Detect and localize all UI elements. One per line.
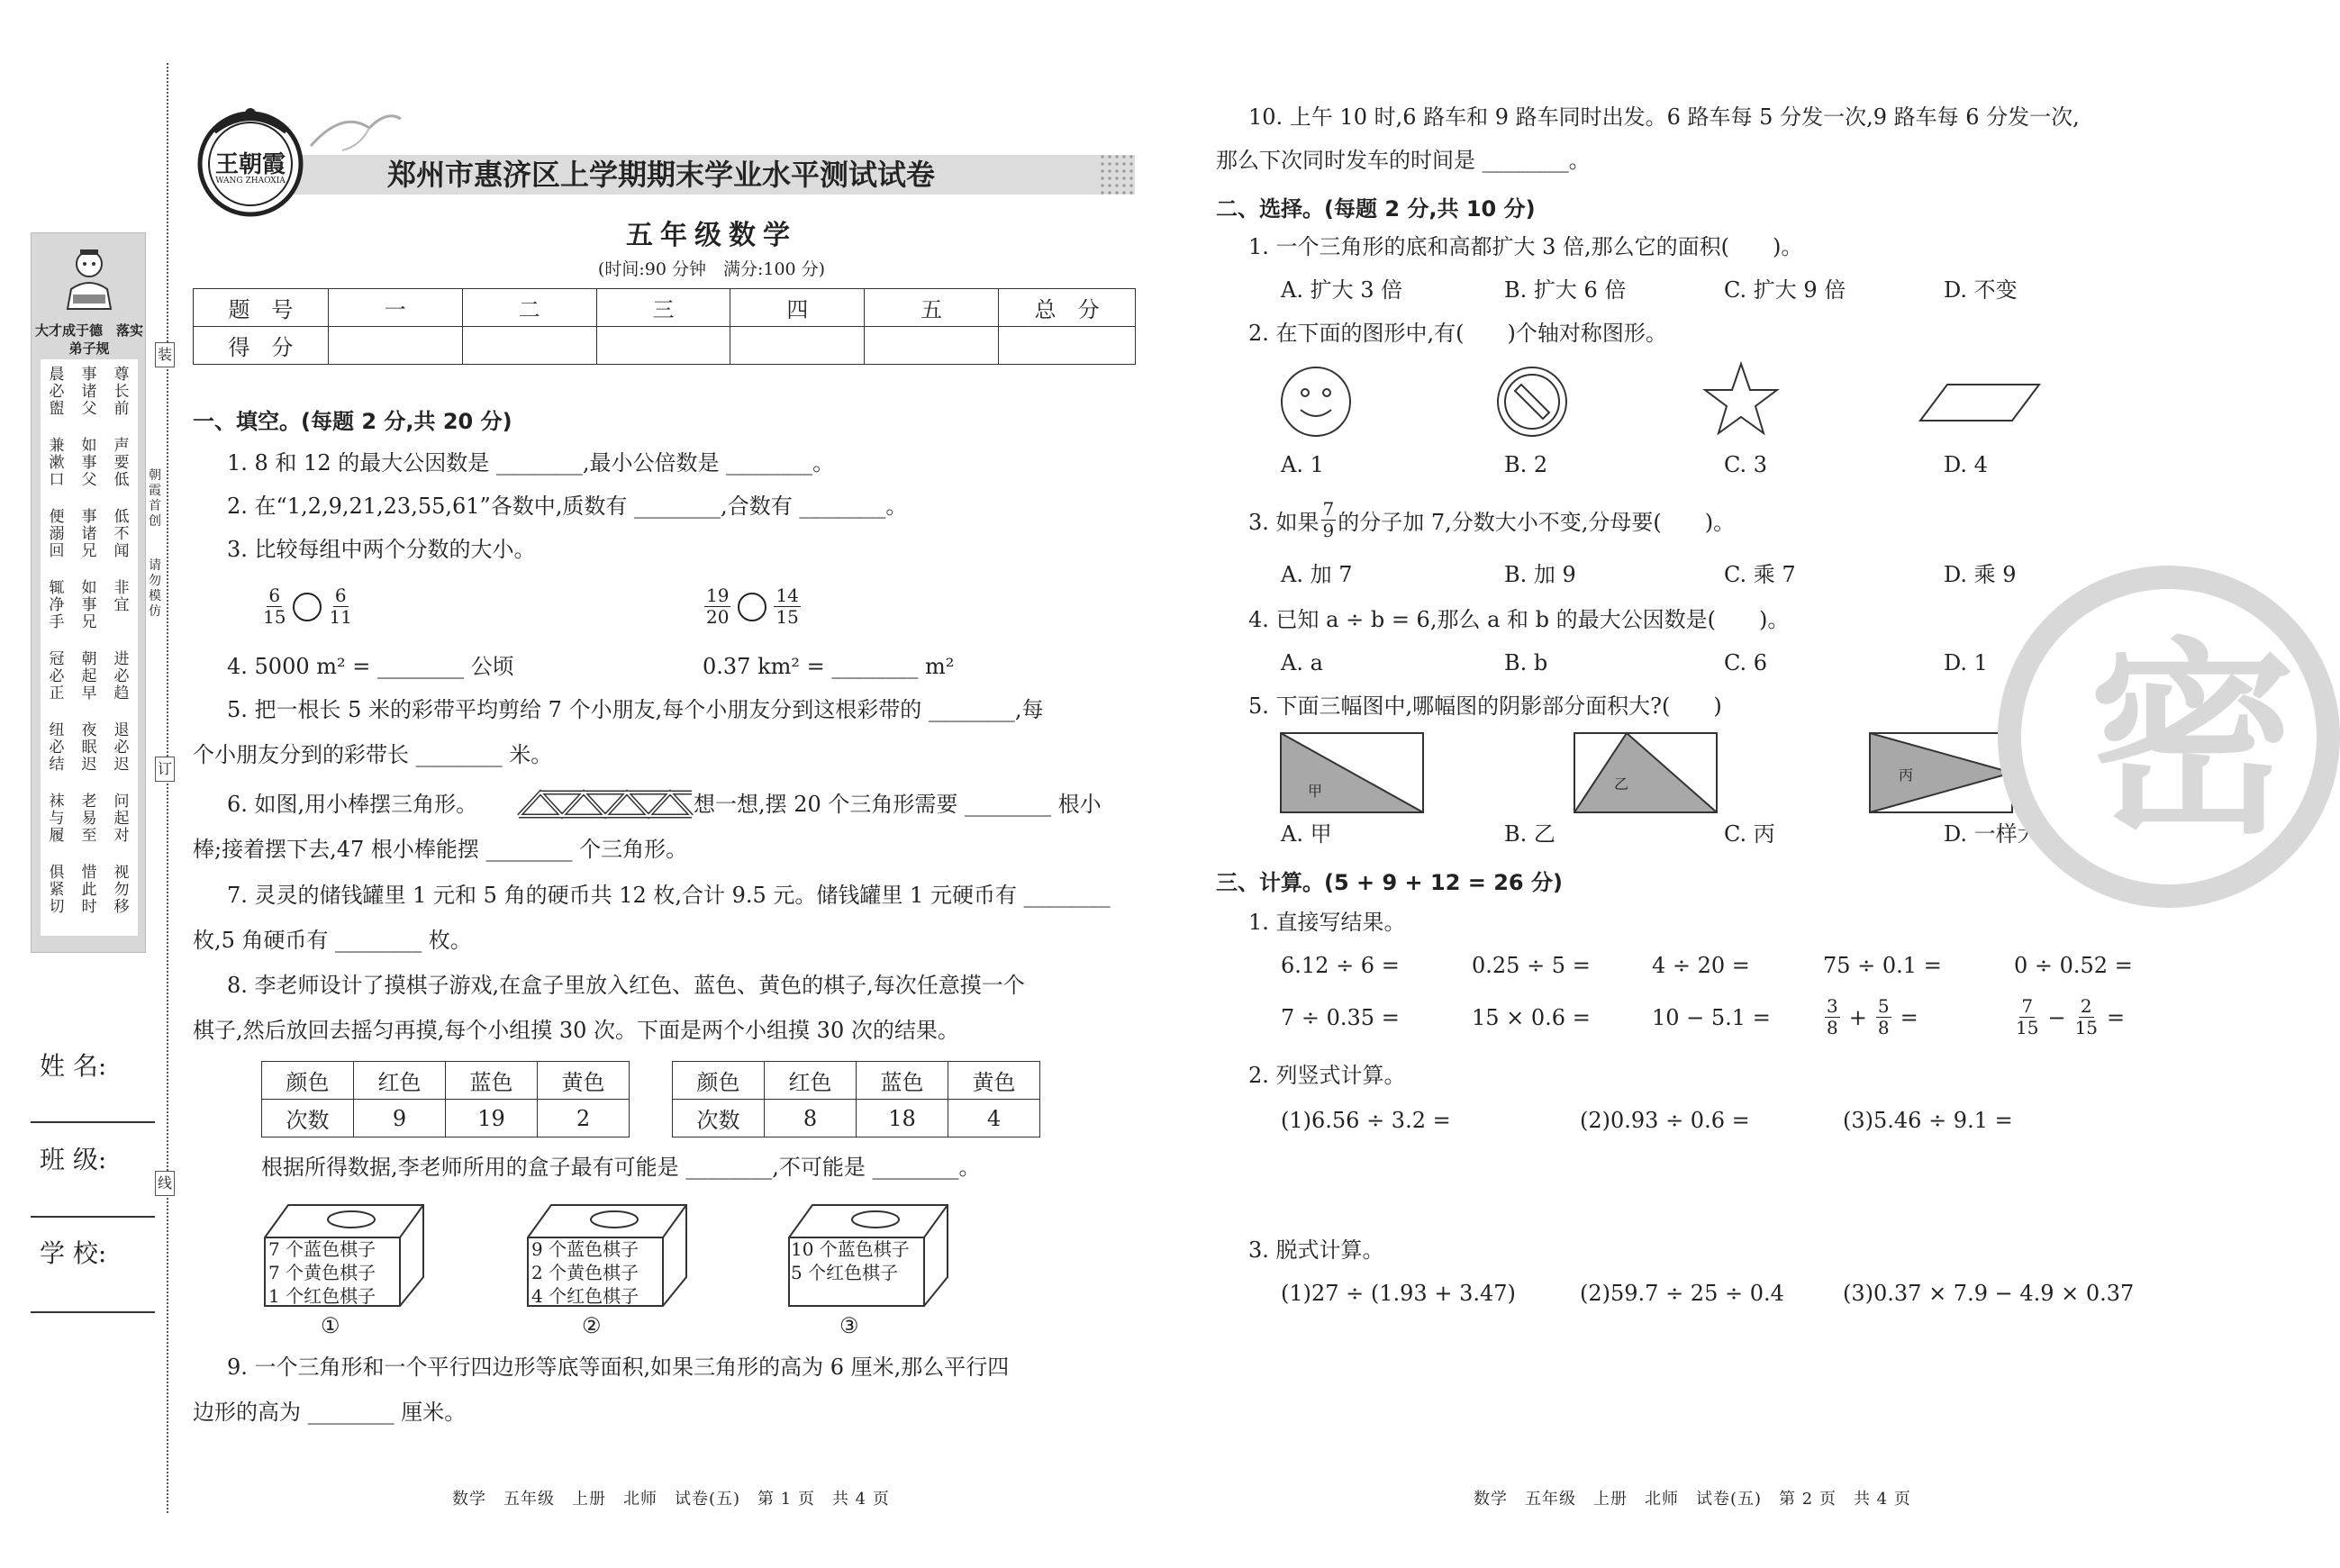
s1-q8a: 8. 李老师设计了摸棋子游戏,在盒子里放入红色、蓝色、黄色的棋子,每次任意摸一个 [227, 973, 1025, 998]
s2-q3-opt-c[interactable]: C. 乘 7 [1724, 562, 1796, 587]
motto-phrase: 低不闻 [113, 508, 130, 560]
calc-item: 7 ÷ 0.35 = [1281, 1005, 1400, 1030]
score-cell[interactable] [730, 327, 865, 365]
score-col-label: 题 号 [194, 289, 329, 327]
calc-fraction-sum [1823, 996, 1918, 1038]
box-line: 10 个蓝色棋子 [791, 1238, 910, 1260]
s1-q8b: 棋子,然后放回去摇匀再摸,每个小组摸 30 次。下面是两个小组摸 30 次的结果。 [193, 1018, 959, 1043]
s3-part3: 3. 脱式计算。 [1248, 1237, 1384, 1263]
motto-phrase: 问起对 [113, 793, 130, 845]
score-cell[interactable] [999, 327, 1136, 365]
fraction: $\frac{14}{15}$ [775, 585, 799, 628]
score-col-1: 一 [328, 289, 462, 327]
ribbon-decoration [306, 101, 405, 155]
chess-box-2 [524, 1201, 690, 1310]
s1-q6a-pre: 6. 如图,用小棒摆三角形。 [227, 792, 478, 817]
time-info: (时间:90 分钟 满分:100 分) [597, 259, 826, 279]
motto-phrase: 如事父 [81, 437, 97, 489]
section-1-heading: 一、填空。(每题 2 分,共 20 分) [193, 409, 512, 434]
s2-q2-opt-b[interactable]: B. 2 [1504, 452, 1548, 477]
s2-q4-opt-d[interactable]: D. 1 [1944, 650, 1988, 675]
motto-phrase: 如事兄 [81, 579, 97, 631]
no-entry-sign-shape [1495, 365, 1569, 439]
motto-phrase: 视勿移 [113, 864, 130, 916]
seal-mark-bot: 线 [155, 1171, 175, 1196]
motto-phrase: 便溺回 [49, 508, 65, 560]
s2-q1-opt-a[interactable]: A. 扩大 3 倍 [1281, 277, 1403, 303]
seal-mark-mid: 订 [155, 757, 175, 782]
table-cell: 9 [354, 1100, 446, 1137]
title-banner-dots [1099, 153, 1135, 195]
table-row [673, 1100, 1040, 1137]
motto-phrase: 朝起早 [81, 650, 97, 702]
fraction: $\frac{7}{9}$ [1322, 498, 1335, 541]
score-col-4: 四 [730, 289, 865, 327]
operator: + [1848, 1004, 1867, 1030]
s2-q3-opt-a[interactable]: A. 加 7 [1281, 562, 1353, 587]
calc-fraction-diff [2014, 996, 2125, 1038]
calc-item: 75 ÷ 0.1 = [1823, 953, 1942, 978]
table-cell: 18 [857, 1100, 948, 1137]
table-row [262, 1100, 630, 1137]
s2-q4-opt-b[interactable]: B. b [1504, 650, 1548, 675]
s2-q5-opt-d[interactable]: D. 一样大 [1944, 821, 2039, 847]
box-line: 9 个蓝色棋子 [531, 1238, 639, 1260]
table-cell: 蓝色 [446, 1062, 538, 1100]
s1-q2: 2. 在“1,2,9,21,23,55,61”各数中,质数有 ________,合数有 ________。 [227, 494, 908, 519]
s1-q10a: 10. 上午 10 时,6 路车和 9 路车同时出发。6 路车每 5 分发一次,9 路车每 6 分发一次, [1248, 104, 2080, 130]
s1-q7a: 7. 灵灵的储钱罐里 1 元和 5 角的硬币共 12 枚,合计 9.5 元。储钱罐里 1 元硬币有 ________ [227, 883, 1111, 908]
s2-q4: 4. 已知 a ÷ b = 6,那么 a 和 b 的最大公因数是( )。 [1248, 607, 1790, 632]
score-row-label: 得 分 [194, 327, 329, 365]
table-cell: 颜色 [262, 1062, 354, 1100]
box-content [531, 1237, 639, 1308]
shaded-figure-jia [1279, 731, 1425, 814]
s1-q8c: 根据所得数据,李老师所用的盒子最有可能是 ________,不可能是 ________。 [261, 1155, 981, 1180]
figure-bing-label: 丙 [1899, 766, 1914, 784]
motto-phrase: 袜与履 [49, 793, 65, 845]
copyright-warning-1: 朝霞首创 [149, 468, 161, 529]
s2-q5-opt-c[interactable]: C. 丙 [1724, 821, 1775, 847]
fraction: $\frac{7}{15}$ [2016, 995, 2039, 1038]
school-field[interactable] [31, 1311, 155, 1313]
group1-results-table [261, 1061, 630, 1137]
s2-q3 [1248, 499, 1735, 541]
table-cell: 次数 [262, 1100, 354, 1137]
s2-q1: 1. 一个三角形的底和高都扩大 3 倍,那么它的面积( )。 [1248, 234, 1803, 259]
scholar-illustration [53, 244, 125, 316]
stepwise-calc-item: (1)27 ÷ (1.93 + 3.47) [1281, 1281, 1516, 1306]
s1-q5b: 个小朋友分到的彩带长 ________ 米。 [193, 742, 553, 767]
stepwise-calc-item: (2)59.7 ÷ 25 ÷ 0.4 [1580, 1281, 1784, 1306]
s2-q4-opt-c[interactable]: C. 6 [1724, 650, 1768, 675]
shaded-figure-bing [1868, 731, 2014, 814]
calc-item: 10 − 5.1 = [1652, 1005, 1771, 1030]
name-field[interactable] [31, 1121, 155, 1123]
fraction: $\frac{2}{15}$ [2074, 995, 2099, 1038]
figure-jia-label: 甲 [1308, 783, 1323, 800]
stepwise-calc-item: (3)0.37 × 7.9 − 4.9 × 0.37 [1843, 1281, 2135, 1306]
motto-phrase: 俱紧切 [49, 864, 65, 916]
motto-phrase: 冠必正 [49, 650, 65, 702]
score-cell[interactable] [596, 327, 730, 365]
score-table-header-row [194, 289, 1136, 327]
fraction: $\frac{3}{8}$ [1827, 995, 1838, 1038]
table-cell: 颜色 [673, 1062, 765, 1100]
s2-q4-opt-a[interactable]: A. a [1281, 650, 1323, 675]
s1-q10b: 那么下次同时发车的时间是 ________。 [1216, 148, 1591, 173]
operator: − [2047, 1004, 2066, 1030]
motto-columns [41, 359, 138, 936]
motto-panel [31, 232, 146, 953]
table-cell: 4 [948, 1100, 1040, 1137]
operator: = [1900, 1004, 1918, 1030]
motto-phrase: 老易至 [81, 793, 97, 845]
box-line: 1 个红色棋子 [268, 1285, 376, 1307]
footer-page-2: 数学 五年级 上册 北师 试卷(五) 第 2 页 共 4 页 [1474, 1490, 1911, 1509]
smiley-face-shape [1279, 365, 1353, 439]
score-col-2: 二 [462, 289, 596, 327]
q3-text-post: 的分子加 7,分数大小不变,分母要( )。 [1338, 510, 1736, 535]
s3-part1: 1. 直接写结果。 [1248, 910, 1406, 935]
class-label: 班 级: [40, 1145, 107, 1174]
fraction: $\frac{6}{15}$ [263, 585, 286, 628]
brand-logo-text: 王朝霞 [214, 151, 286, 178]
section-3-heading: 三、计算。(5 + 9 + 12 = 26 分) [1216, 870, 1563, 895]
s1-q9a: 9. 一个三角形和一个平行四边形等底等面积,如果三角形的高为 6 厘米,那么平行四 [227, 1355, 1010, 1380]
calc-item: 0 ÷ 0.52 = [2014, 953, 2133, 978]
s2-q5: 5. 下面三幅图中,哪幅图的阴影部分面积大?( ) [1248, 693, 1722, 719]
calc-item: 0.25 ÷ 5 = [1472, 953, 1591, 978]
s1-q5a: 5. 把一根长 5 米的彩带平均剪给 7 个小朋友,每个小朋友分到这根彩带的 ________,每 [227, 697, 1044, 722]
motto-phrase: 夜眠迟 [81, 721, 97, 774]
s3-part2: 2. 列竖式计算。 [1248, 1063, 1406, 1088]
motto-phrase: 晨必盥 [49, 366, 65, 418]
q3-text-pre: 3. 如果 [1248, 510, 1320, 535]
stick-triangles-figure [515, 789, 692, 820]
shaded-figure-yi [1573, 731, 1719, 814]
score-table [193, 288, 1136, 365]
s1-q6a-post: 想一想,摆 20 个三角形需要 ________ 根小 [694, 792, 1102, 817]
table-cell: 8 [765, 1100, 857, 1137]
motto-phrase: 退必迟 [113, 721, 130, 774]
s2-q1-opt-c[interactable]: C. 扩大 9 倍 [1724, 277, 1846, 303]
motto-phrase: 惜此时 [81, 864, 97, 916]
s2-q1-opt-d[interactable]: D. 不变 [1944, 277, 2018, 303]
table-cell: 2 [538, 1100, 630, 1137]
parallelogram-shape [1918, 383, 2041, 422]
motto-grid [41, 359, 138, 916]
box-content [791, 1237, 910, 1284]
table-cell: 黄色 [538, 1062, 630, 1100]
motto-phrase: 尊长前 [113, 366, 130, 418]
copyright-warning-2: 请勿模仿 [149, 558, 161, 619]
s2-q2-opt-d[interactable]: D. 4 [1944, 452, 1988, 477]
fraction: $\frac{6}{11}$ [329, 585, 352, 628]
operator: = [2107, 1004, 2126, 1030]
s1-q6b: 棒;接着摆下去,47 根小棒能摆 ________ 个三角形。 [193, 837, 688, 862]
fraction: $\frac{5}{8}$ [1877, 995, 1890, 1038]
s1-q4b: 0.37 km² = ________ m² [703, 654, 955, 679]
s1-q3-compare-a [261, 585, 354, 628]
s2-q5-opt-a[interactable]: A. 甲 [1281, 821, 1332, 847]
class-field[interactable] [31, 1216, 155, 1218]
score-col-total: 总 分 [999, 289, 1136, 327]
vertical-calc-item: (1)6.56 ÷ 3.2 = [1281, 1108, 1451, 1133]
dotted-binding-line [167, 63, 168, 1513]
score-cell[interactable] [865, 327, 999, 365]
fraction: $\frac{19}{20}$ [706, 585, 730, 628]
table-cell: 黄色 [948, 1062, 1040, 1100]
box-line: 4 个红色棋子 [531, 1285, 639, 1307]
calc-item: 15 × 0.6 = [1472, 1005, 1591, 1030]
exam-title: 郑州市惠济区上学期期末学业水平测试试卷 [387, 158, 936, 192]
box-line: 7 个蓝色棋子 [268, 1238, 376, 1260]
box-line: 2 个黄色棋子 [531, 1262, 639, 1283]
s1-q9b: 边形的高为 ________ 厘米。 [193, 1400, 467, 1425]
subject-title: 五年级数学 [626, 220, 797, 251]
table-cell: 蓝色 [857, 1062, 948, 1100]
star-shape [1702, 360, 1780, 438]
chess-box-3 [785, 1201, 951, 1310]
box-1-label: ① [321, 1313, 340, 1338]
motto-phrase: 非宜 [113, 579, 130, 614]
score-col-3: 三 [596, 289, 730, 327]
s2-q1-opt-b[interactable]: B. 扩大 6 倍 [1504, 277, 1627, 303]
s2-q3-opt-b[interactable]: B. 加 9 [1504, 562, 1576, 587]
s1-q1: 1. 8 和 12 的最大公因数是 ________,最小公倍数是 ________。 [227, 450, 835, 476]
motto-phrase: 声要低 [113, 437, 130, 489]
box-content [268, 1237, 376, 1308]
compare-circle[interactable] [293, 593, 322, 621]
school-label: 学 校: [40, 1238, 107, 1268]
s2-q5-opt-b[interactable]: B. 乙 [1504, 821, 1555, 847]
figure-yi-label: 乙 [1614, 775, 1629, 793]
score-cell[interactable] [328, 327, 462, 365]
s1-q3: 3. 比较每组中两个分数的大小。 [227, 537, 536, 562]
motto-phrase: 辄净手 [49, 579, 65, 631]
table-cell: 次数 [673, 1100, 765, 1137]
box-line: 7 个黄色棋子 [268, 1262, 376, 1283]
s1-q3-compare-b [703, 585, 803, 628]
binding-margin [0, 0, 171, 1568]
calc-item: 4 ÷ 20 = [1652, 953, 1750, 978]
score-table-score-row [194, 327, 1136, 365]
footer-page-1: 数学 五年级 上册 北师 试卷(五) 第 1 页 共 4 页 [452, 1490, 890, 1509]
vertical-calc-item: (3)5.46 ÷ 9.1 = [1843, 1108, 2013, 1133]
group2-results-table [672, 1061, 1040, 1137]
box-line: 5 个红色棋子 [791, 1262, 899, 1283]
motto-phrase: 事诸父 [81, 366, 97, 418]
s2-q3-opt-d[interactable]: D. 乘 9 [1944, 562, 2017, 587]
compare-circle[interactable] [738, 593, 766, 621]
box-3-label: ③ [839, 1313, 859, 1338]
table-cell: 19 [446, 1100, 538, 1137]
table-row [673, 1062, 1040, 1100]
box-2-label: ② [582, 1313, 602, 1338]
s2-q2-opt-c[interactable]: C. 3 [1724, 452, 1768, 477]
brand-logo-subtext: WANG ZHAOXIA [215, 177, 286, 186]
s1-q4a: 4. 5000 m² = ________ 公顷 [227, 654, 514, 679]
calc-item: 6.12 ÷ 6 = [1281, 953, 1400, 978]
confidential-seal-watermark [1998, 566, 2340, 908]
motto-phrase: 兼漱口 [49, 437, 65, 489]
motto-phrase: 进必趋 [113, 650, 130, 702]
seal-mark-top: 装 [155, 342, 175, 367]
table-row [262, 1062, 630, 1100]
s2-q2-opt-a[interactable]: A. 1 [1281, 452, 1324, 477]
motto-phrase: 事诸兄 [81, 508, 97, 560]
seal-glyph: 密 [2088, 621, 2296, 862]
chess-box-1 [261, 1201, 427, 1310]
score-cell[interactable] [462, 327, 596, 365]
vertical-calc-item: (2)0.93 ÷ 0.6 = [1580, 1108, 1750, 1133]
name-label: 姓 名: [40, 1051, 107, 1081]
s2-q2: 2. 在下面的图形中,有( )个轴对称图形。 [1248, 321, 1667, 346]
section-2-heading: 二、选择。(每题 2 分,共 10 分) [1216, 196, 1536, 222]
motto-banner: 大才成于德 落实弟子规 [34, 322, 143, 357]
s1-q7b: 枚,5 角硬币有 ________ 枚。 [193, 928, 472, 953]
table-cell: 红色 [354, 1062, 446, 1100]
table-cell: 红色 [765, 1062, 857, 1100]
motto-phrase: 纽必结 [49, 721, 65, 774]
score-col-5: 五 [865, 289, 999, 327]
